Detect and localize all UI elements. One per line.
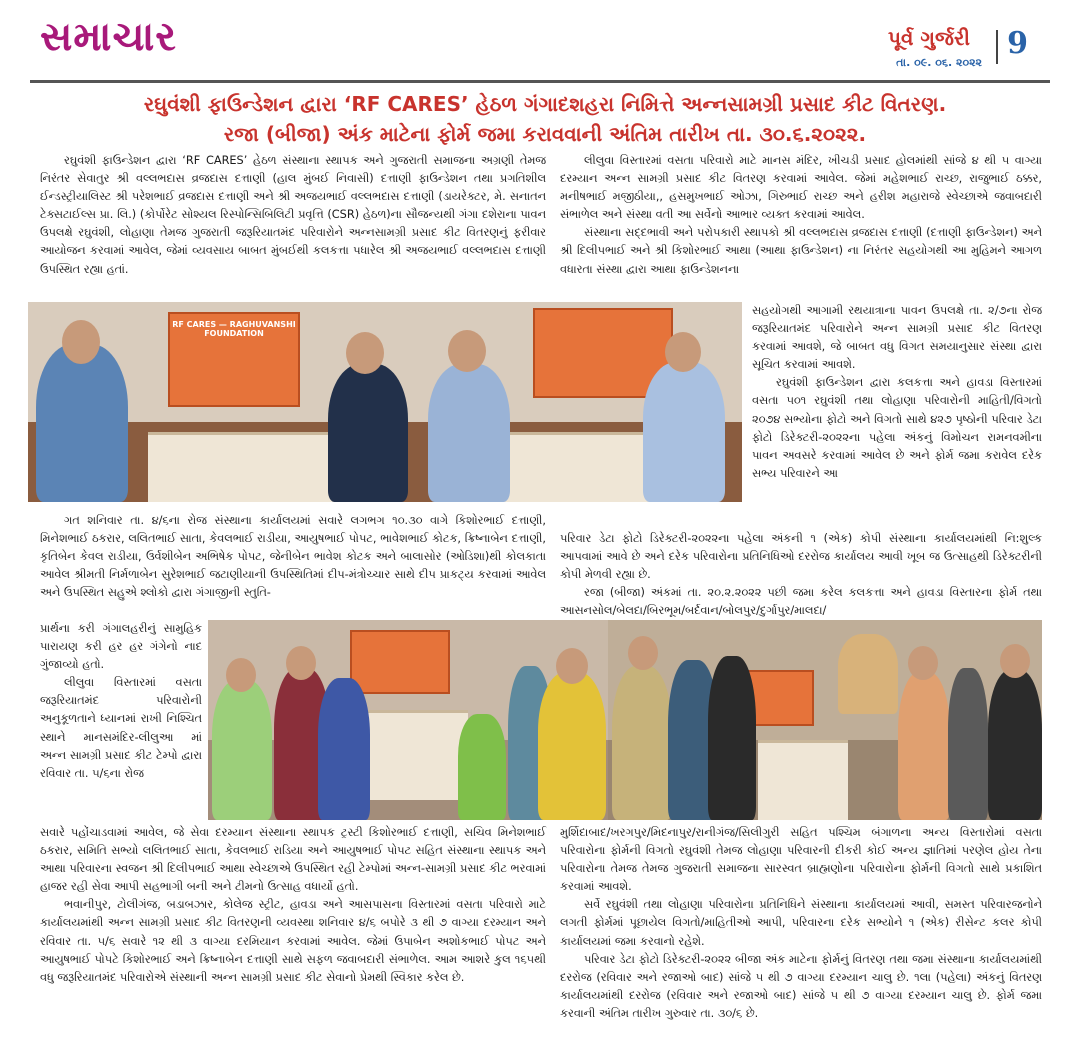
article-right-wide [560, 530, 1042, 620]
person [898, 672, 950, 820]
article-left-bottom [40, 824, 546, 987]
person-head [665, 332, 701, 372]
issue-date: તા. ૦૯. ૦૬. ૨૦૨૨ [896, 56, 982, 69]
paragraph: રઘુવંશી ફાઉન્ડેશન દ્વારા ‘RF CARES’ હેઠળ સંસ્થાના સ્થાપક અને ગુજરાતી સમાજના અગ્રણી તેમજ નિરંતર સેવાતુર શ્રી વલ્લભદાસ વ્રજદાસ દત્તાણી (હાલ મુંબઈ નિવાસી) દત્તાણી ફાઉન્ડેશન તથા પ્રગતિશીલ ઈન્ડસ્ટ્રીયાલિસ્ટ શ્રી પરેશભાઈ વ્રજદાસ દત્તાણી અને શ્રી અજયભાઈ વલ્લભદાસ દત્તાણી (ડાયરેક્ટર, મે. સનાતન ટેક્સટાઈલ્સ પ્રા. લિ.) (કોર્પોરેટ સોશ્યલ રિસ્પોન્સિબિલિટી પ્રવૃત્તિ (CSR) હેઠળ)ના સૌજન્યથી ગંગા દશેરાના પાવન ઉપલક્ષે રઘુવંશી, લોહાણા તેમજ ગુજરાતી જરૂરિયાતમંદ પરિવારોને અન્નસામગ્રી પ્રસાદ કીટ વિતરણનું ફરીવાર આયોજન કરવામાં આવેલ, જેમાં વ્યવસાય બાબત મુંબઈથી કલકત્તા પધારેલ શ્રી અજયભાઈ વલ્લભદાસ દત્તાણી ઉપસ્થિત રહ્યા હતાં. [40, 154, 546, 276]
person [643, 362, 725, 502]
article-right-top [560, 152, 1042, 279]
paragraph: પ્રાર્થના કરી ગંગાલહરીનું સામુહિક પારાયણ કરી હર હર ગંગેનો નાદ ગુંજાવ્યો હતો. [40, 622, 202, 672]
person [458, 714, 506, 820]
person-head [62, 320, 100, 364]
rf-cares-banner [168, 312, 300, 407]
paragraph: સંસ્થાના સદ્દભાવી અને પરોપકારી સ્થાપકો શ્રી વલ્લભદાસ વ્રજદાસ દત્તાણી (દત્તાણી ફાઉન્ડેશન) અને શ્રી દિલીપભાઈ અને શ્રી કિશોરભાઈ આથા (આથા ફાઉન્ડેશન) ના નિરંતર સહયોગથી આ મુહિમને આગળ વધારતા સંસ્થા દ્વારા આથા ફાઉન્ડેશનના [560, 226, 1042, 276]
paragraph: પરિવાર ડેટા ફોટો ડિરેક્ટરી-૨૦૨૨ના પહેલા અંકની ૧ (એક) કોપી સંસ્થાના કાર્યાલયમાંથી નિ:શુલ્ક આપવામાં આવે છે અને દરેક પરિવારોના પ્રતિનિધિઓ દરરોજ કાર્યાલય આવી ખૂબ જ ઉત્સાહથી ડિરેક્ટરીની કોપી મેળવી રહ્યા છે. [560, 532, 1042, 582]
page-number-divider [996, 30, 998, 64]
person-head [1000, 644, 1030, 678]
event-photo-1 [28, 302, 742, 502]
person [428, 364, 510, 502]
paragraph: લીલુવા વિસ્તારમાં વસતા પરિવારો માટે માનસ મંદિર, ખીચડી પ્રસાદ હોલમાંથી સાંજે ૪ થી ૫ વાગ્યા દરમ્યાન અન્ન સામગ્રી પ્રસાદ કીટ વિતરણ કરવામાં આવેલ. જેમાં મહેશભાઈ રાચ્છ, રાજુભાઈ ઠક્કર, મનીષભાઈ મજીઠીયા,, હસમુખભાઈ ઓઝા, ગિરુભાઈ રાચ્છ અને હરીશ મહારાજે સ્વેચ્છાએ જવાબદારી સંભાળેલ અને સંસ્થા વતી આ સર્વેનો આભાર વ્યક્ત કરવામાં આવેલ. [560, 154, 1042, 222]
article-intro [40, 152, 546, 279]
person [212, 680, 272, 820]
kit-table [368, 710, 468, 800]
person [318, 678, 370, 820]
person [36, 344, 128, 502]
paragraph: રઘુવંશી ફાઉન્ડેશન દ્વારા કલકત્તા અને હાવડા વિસ્તારમાં વસતા ૫૦૧ રઘુવંશી તથા લોહાણા પરિવારોની માહિતી/વિગતો ૨૦૭૪ સભ્યોના ફોટો અને વિગતો સાથે ૪૨૭ પૃષ્ઠોની પરિવાર ડેટા ફોટો ડિરેક્ટરી-૨૦૨૨ના પહેલા અંકનું વિમોચન રામનવમીના પાવન અવસરે કરવામાં આવેલ છે અને ફોર્મ જમા કરાવેલ દરેક સભ્ય પરિવારને આ [752, 376, 1042, 480]
paragraph: સહયોગથી આગામી રથયાત્રાના પાવન ઉપલક્ષે તા. ૨/૭ના રોજ જરૂરિયાતમંદ પરિવારોને અન્ન સામગ્રી પ્રસાદ કીટ વિતરણ કરવામાં આવશે, જે બાબત વધુ વિગત સમયાનુસાર સંસ્થા દ્વારા સૂચિત કરવામાં આવશે. [752, 304, 1042, 372]
person-head [448, 330, 486, 372]
kit-table [758, 740, 848, 820]
banner-text: RF CARES — RAGHUVANSHI FOUNDATION [172, 320, 296, 338]
masthead [0, 0, 1080, 80]
paragraph: ભવાનીપુર, ટોલીગંજ, બડાબઝાર, કોલેજ સ્ટ્રીટ, હાવડા અને આસપાસના વિસ્તારમાં વસતા પરિવારો માટે કાર્યાલયમાંથી અન્ન સામગ્રી પ્રસાદ કીટ વિતરણની વ્યવસ્થા શનિવાર ૪/૬ બપોરે ૩ થી ૭ વાગ્યા દરમ્યાન અને રવિવાર તા. ૫/૬ સવારે ૧૨ થી ૩ વાગ્યા દરમિયાન કરવામાં આવેલ. જેમાં ઉપાબેન અશોકભાઈ પોપટ અને આયુષભાઈ પોપટે કિશોરભાઈ અને ક્રિષ્નાબેન દત્તાણી સાથે સફળ જવાબદારી સંભાળેલ. આમ આશરે કુલ ૧૬૫થી વધુ જરૂરિયાતમંદ પરિવારોએ સંસ્થાની અન્ન સામગ્રી પ્રસાદ કીટ સેવાનો પ્રેમથી સ્વિકાર કરેલ છે. [40, 898, 546, 984]
article-right-narrow [752, 302, 1042, 483]
person [948, 668, 988, 820]
article-right-bottom [560, 824, 1042, 1023]
section-title: સમાચાર [40, 14, 177, 60]
person [708, 656, 756, 820]
paragraph: લીલુવા વિસ્તારમાં વસતા જરૂરિયાતમંદ પરિવારોની અનુકૂળતાને ધ્યાનમાં રાખી નિશ્ચિત સ્થાને માનસમંદિર-લીલુઆ માં અન્ન સામગ્રી પ્રસાદ કીટ ટેમ્પો દ્વારા રવિવાર તા. ૫/૬ના રોજ [40, 676, 202, 780]
paragraph: રજા (બીજા) અંકમાં તા. ૨૦.૨.૨૦૨૨ પછી જમા કરેલ કલકત્તા અને હાવડા વિસ્તારના ફોર્મ તથા આસનસોલ/બેલદા/બિરભૂમ/બર્દવાન/બોલપુર/દુર્ગાપુર/માલદા/ [560, 586, 1042, 618]
event-photo-3 [608, 620, 1042, 820]
event-photo-2 [208, 620, 608, 820]
paragraph: મુર્શિદાબાદ/ખરગપુર/મિદનાપુર/રાનીગંજ/સિલીગુરી સહિત પશ્ચિમ બંગાળના અન્ય વિસ્તારોમાં વસતા પરિવારોના ફોર્મની વિગતો રઘુવંશી તેમજ લોહાણા પરિવારની દીકરી કોઈ અન્ય જ્ઞાતિમાં પરણેલ હોય તેના પરિવારોના તેમજ તેમજ ગુજરાતી સમાજના સારસ્વત બ્રાહ્મણોના પરિવારોના ફોર્મની વિગતો સાથે પ્રકાશિત કરવામાં આવશે. [560, 826, 1042, 894]
person-head [908, 646, 938, 680]
person-head [556, 648, 588, 684]
paragraph: ગત શનિવાર તા. ૪/૬ના રોજ સંસ્થાના કાર્યાલયમાં સવારે લગભગ ૧૦.૩૦ વાગે કિશોરભાઈ દત્તાણી, મિનેશભાઈ ઠકરાર, લલિતભાઈ સાતા, કેવલભાઈ રાડીયા, આયુષભાઈ પોપટ, ભાવેશભાઈ કોટક, ક્રિષ્નાબેન દત્તાણી, કૃતિબેન કેવલ રાડીયા, ઉર્વશીબેન અભિષેક પોપટ, જેનીબેન ભાવેશ કોટક અને બાલાસોર (ઓડિશા)થી કોલકાતા આવેલ શ્રીમતી નિર્મળાબેન સુરેશભાઈ જટાણીયાની ઉપસ્થિતિમાં દીપ-મંત્રોચ્ચાર સાથે દીપ પ્રાકટ્ય કરવામાં આવેલ અને ઉપસ્થિત સહુએ શ્લોકો દ્વારા ગંગાજીની સ્તુતિ- [40, 514, 546, 600]
newspaper-name: પૂર્વ ગુર્જરી [888, 26, 970, 50]
paragraph: સર્વે રઘુવંશી તથા લોહાણા પરિવારોના પ્રતિનિધિને સંસ્થાના કાર્યાલયમાં આવી, સમસ્ત પરિવારજનોને લગતી ફોર્મમાં પૂછાયેલ વિગતો/માહિતીઓ આપી, પરિવારના દરેક સભ્યોને ૧ (એક) રીસેન્ટ કલર કોપી કાર્યાલયમાં જમા કરવાનો રહેશે. [560, 898, 1042, 948]
paragraph: સવારે પહોંચાડવામાં આવેલ, જે સેવા દરમ્યાન સંસ્થાના સ્થાપક ટ્રસ્ટી કિશોરભાઈ દત્તાણી, સચિવ મિનેશભાઈ ઠકરાર, સમિતિ સભ્યો લલિતભાઈ સાતા, કેવલભાઈ રાડિયા અને આયુષભાઈ પોપટ સહિત સંસ્થાના સ્થાપક અને આથા પરિવારના સ્વજન શ્રી દિલીપભાઈ આથા સ્વેચ્છાએ ઉપસ્થિત રહી ટેમ્પોમાં અન્ન-સામગ્રી પ્રસાદ કીટ ભરવામાં હાજર રહી સેવા આપી સહભાગી બની અને ટીમનો ઉત્સાહ વધાર્યો હતો. [40, 826, 546, 894]
rf-cares-banner [350, 630, 450, 694]
masthead-rule [30, 80, 1050, 83]
paragraph: પરિવાર ડેટા ફોટો ડિરેક્ટરી-૨૦૨૨ બીજા અંક માટેના ફોર્મનું વિતરણ તથા જમા સંસ્થાના કાર્યાલયમાંથી દરરોજ (રવિવાર અને રજાઓ બાદ) સાંજે ૫ થી ૭ વાગ્યા દરમ્યાન ચાલુ છે. ૧લા (પહેલા) અંકનું વિતરણ કાર્યાલયમાંથી દરરોજ (રવિવાર અને રજાઓ બાદ) સાંજે ૫ થી ૭ વાગ્યા દરમ્યાન ચાલુ છે. ફોર્મ જમા કરવાની અંતિમ તારીખ ગુરુવાર તા. ૩૦/૬ છે. [560, 952, 1042, 1020]
headline-line-1: રઘુવંશી ફાઉન્ડેશન દ્વારા ‘RF CARES’ હેઠળ ગંગાદશહરા નિમિત્તે અન્નસામગ્રી પ્રસાદ કીટ વિતરણ. [143, 92, 947, 116]
person-head [346, 332, 384, 374]
article-left-narrow [40, 620, 202, 783]
person [988, 670, 1042, 820]
framed-picture [838, 634, 898, 714]
person-head [286, 646, 316, 680]
person-head [226, 658, 256, 692]
person [612, 666, 672, 820]
person [328, 364, 408, 502]
article-left-mid [40, 512, 546, 602]
headline-line-2: રજા (બીજા) અંક માટેના ફોર્મ જમા કરાવવાની અંતિમ તારીખ તા. ૩૦.૬.૨૦૨૨. [223, 122, 867, 146]
person-head [628, 636, 658, 670]
person [538, 672, 606, 820]
page-number: 9 [1007, 26, 1028, 61]
